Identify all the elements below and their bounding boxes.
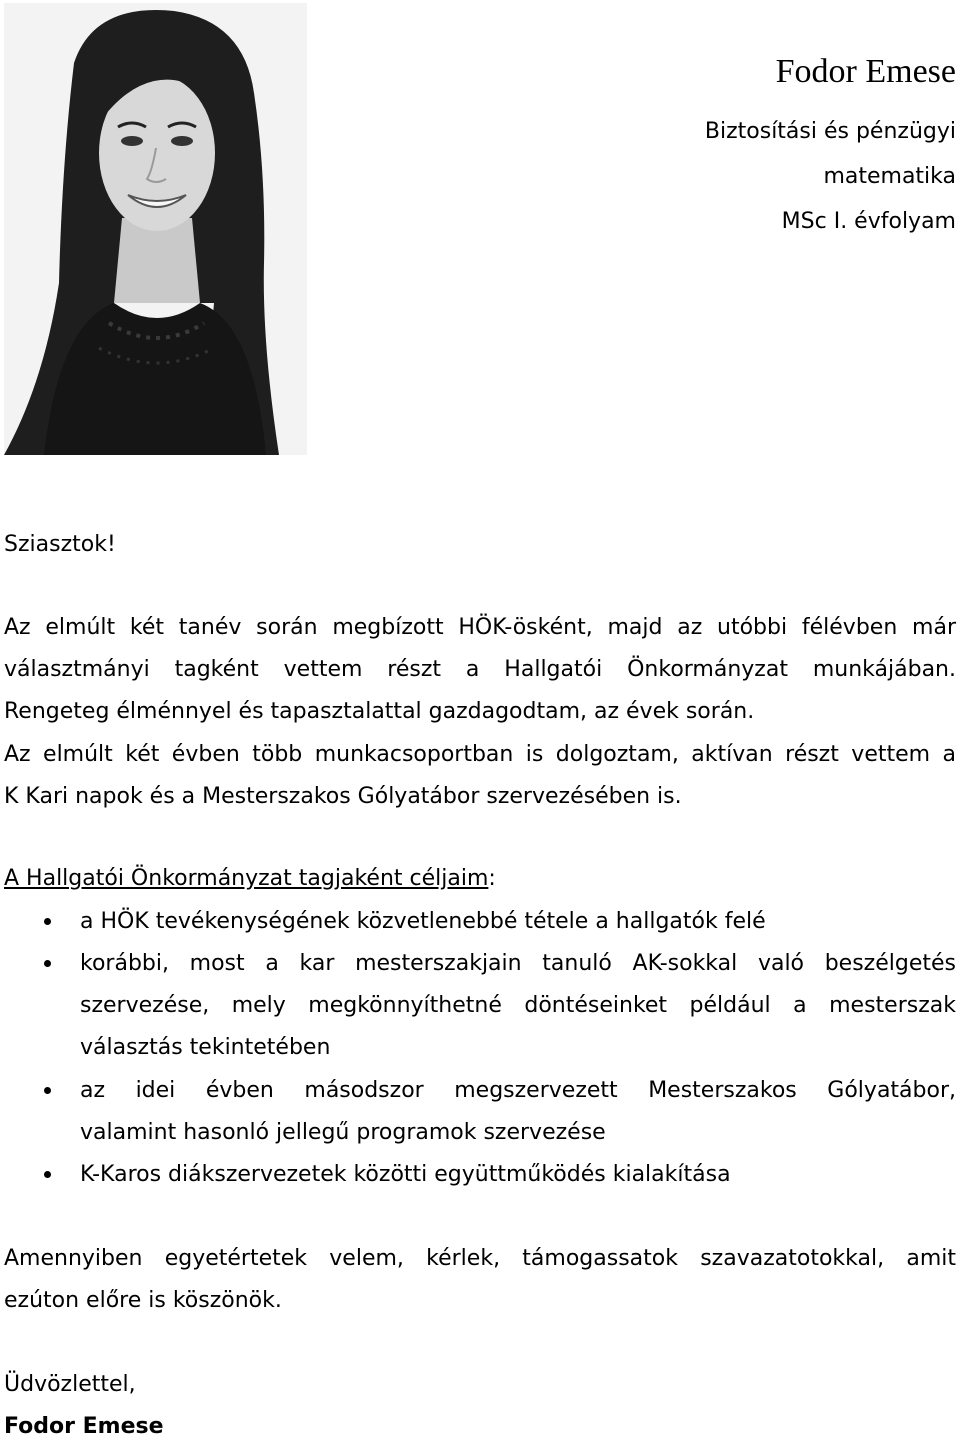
- goal-item-continued: választás tekintetében: [80, 1035, 331, 1060]
- goal-item: a HÖK tevékenységének közvetlenebbé tétele a hallgatók felé: [80, 909, 766, 934]
- closing-line: ezúton előre is köszönök.: [4, 1288, 282, 1313]
- closing-line: Amennyiben egyetértetek velem, kérlek, támogassatok szavazatotokkal, amit: [4, 1246, 956, 1271]
- program-line-3: MSc I. évfolyam: [781, 209, 956, 234]
- signoff: Üdvözlettel,: [4, 1372, 136, 1397]
- portrait-photo: [4, 3, 307, 455]
- goals-heading: [4, 865, 496, 893]
- goal-item-continued: szervezése, mely megkönnyíthetné döntéseinket például a mesterszak: [80, 993, 956, 1018]
- intro-line: Az elmúlt két évben több munkacsoportban is dolgoztam, aktívan részt vettem a: [4, 742, 956, 767]
- goal-item: az idei évben másodszor megszervezett Mesterszakos Gólyatábor,: [80, 1078, 956, 1103]
- bullet-icon: [44, 1171, 51, 1178]
- candidate-name: Fodor Emese: [775, 53, 956, 90]
- intro-line: K Kari napok és a Mesterszakos Gólyatábor szervezésében is.: [4, 784, 682, 809]
- intro-line: Rengeteg élménnyel és tapasztalattal gazdagodtam, az évek során.: [4, 699, 755, 724]
- goal-item: korábbi, most a kar mesterszakjain tanuló AK-sokkal való beszélgetés: [80, 951, 956, 976]
- goals-heading-text: A Hallgatói Önkormányzat tagjaként céljaim: [4, 866, 489, 891]
- greeting: Sziasztok!: [4, 532, 116, 557]
- intro-line: választmányi tagként vettem részt a Hallgatói Önkormányzat munkájában.: [4, 657, 956, 682]
- goals-heading-colon: :: [488, 866, 496, 891]
- bullet-icon: [44, 960, 51, 967]
- bullet-icon: [44, 1087, 51, 1094]
- signature: Fodor Emese: [4, 1414, 164, 1439]
- bullet-icon: [44, 918, 51, 925]
- program-line-1: Biztosítási és pénzügyi: [704, 119, 956, 144]
- intro-line: Az elmúlt két tanév során megbízott HÖK-ösként, majd az utóbbi félévben már: [4, 615, 956, 640]
- goal-item: K-Karos diákszervezetek közötti együttműködés kialakítása: [80, 1162, 731, 1187]
- program-line-2: matematika: [823, 164, 956, 189]
- goal-item-continued: valamint hasonló jellegű programok szervezése: [80, 1120, 606, 1145]
